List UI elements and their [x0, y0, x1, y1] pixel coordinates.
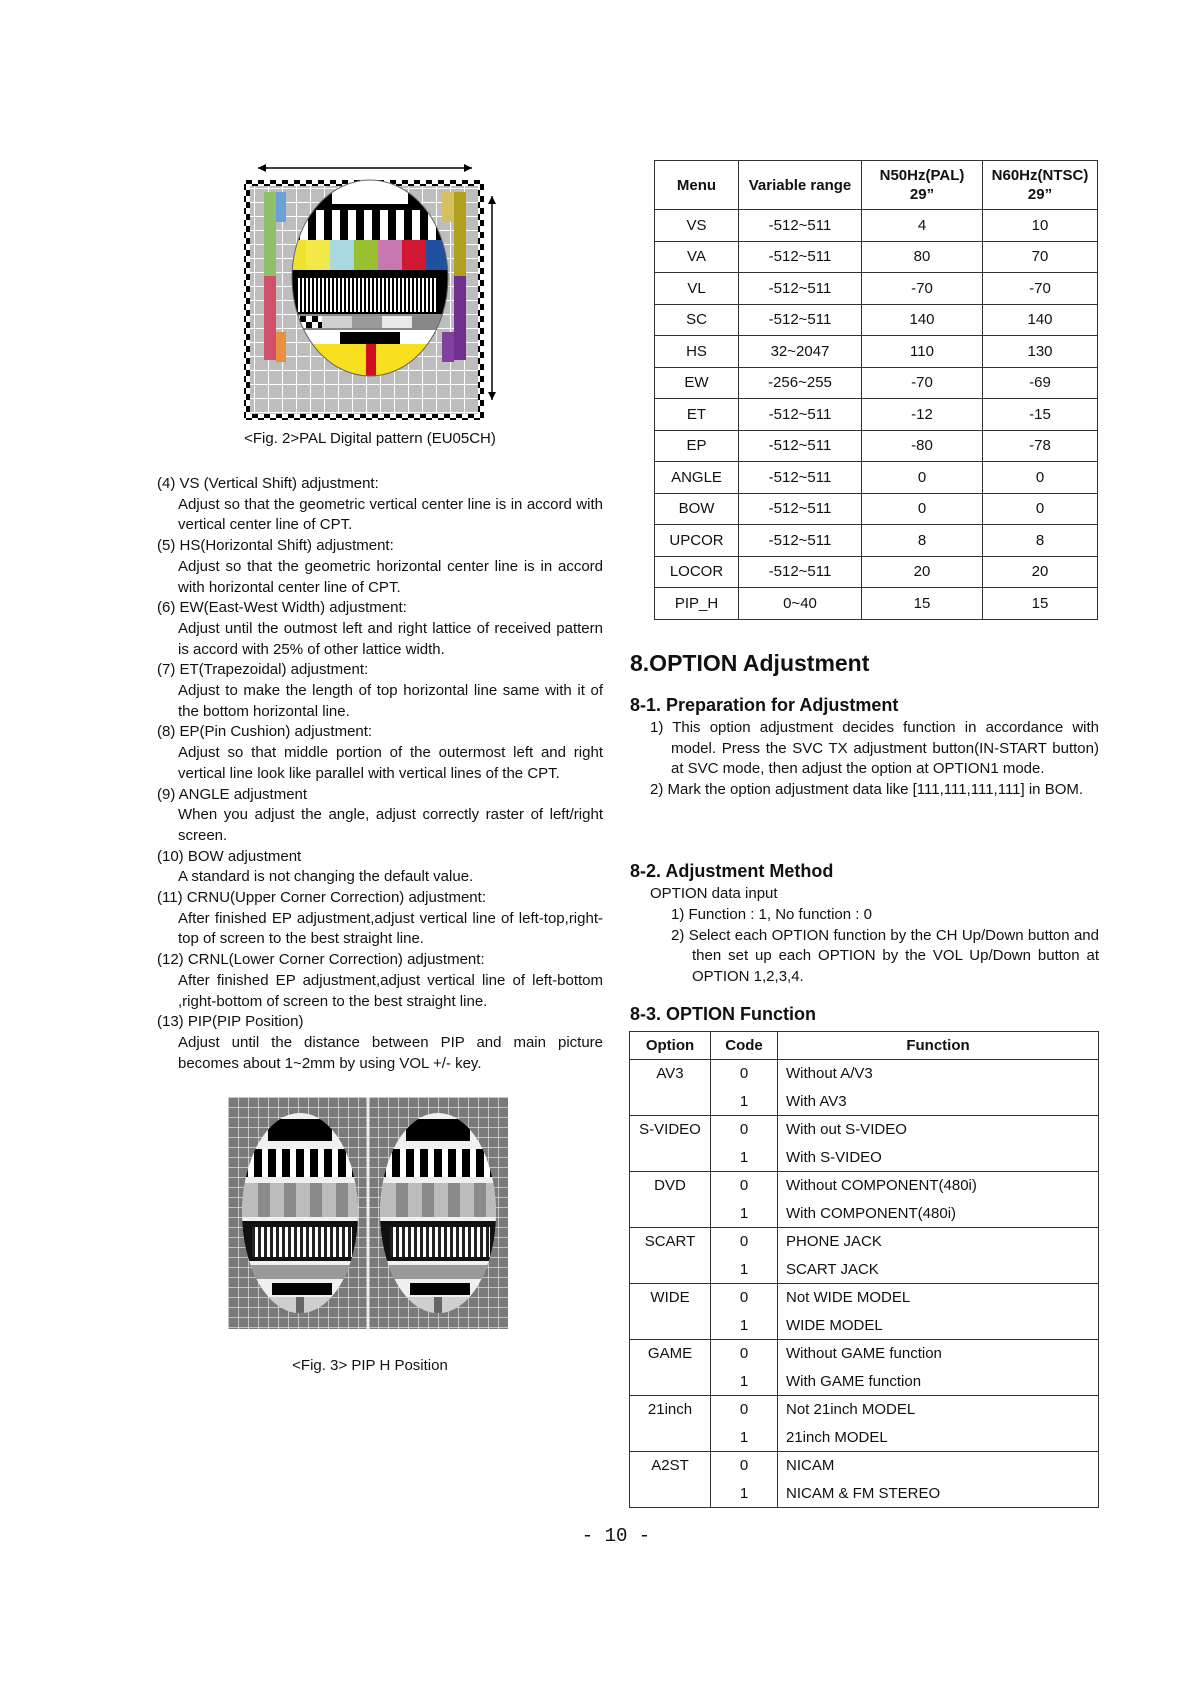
adjustment-table — [654, 160, 1098, 620]
subsection-1-title: 8-1. Preparation for Adjustment — [630, 695, 899, 715]
step-et — [157, 660, 603, 722]
code-cell: 1 — [711, 1480, 778, 1508]
table-cell: 0 — [983, 493, 1098, 525]
fig2-pal-pattern — [240, 160, 500, 425]
step-head: (8) EP(Pin Cushion) adjustment: — [157, 723, 373, 741]
table-cell: -256~255 — [739, 367, 862, 399]
function-cell: SCART JACK — [778, 1256, 1099, 1284]
table-cell: 110 — [862, 336, 983, 368]
code-cell: 1 — [711, 1424, 778, 1452]
col-variable-range: Variable range — [739, 161, 862, 210]
function-cell: Not 21inch MODEL — [778, 1396, 1099, 1424]
step-head: (11) CRNU(Upper Corner Correction) adjustment: — [157, 889, 486, 907]
table-row — [655, 493, 1098, 525]
function-cell: 21inch MODEL — [778, 1424, 1099, 1452]
table-cell: -512~511 — [739, 493, 862, 525]
list-item: 1) Function : 1, No function : 0 — [671, 906, 872, 923]
table-cell: -512~511 — [739, 241, 862, 273]
option-function-table — [629, 1031, 1099, 1508]
table-cell: -512~511 — [739, 273, 862, 305]
code-cell: 0 — [711, 1284, 778, 1312]
table-cell: PIP_H — [655, 588, 739, 620]
table-cell: -70 — [983, 273, 1098, 305]
table-cell: -512~511 — [739, 556, 862, 588]
table-cell: ET — [655, 399, 739, 431]
step-body: Adjust to make the length of top horizontal line same with it of the bottom horizontal line. — [178, 682, 603, 720]
table-cell: -512~511 — [739, 430, 862, 462]
table-cell: 15 — [862, 588, 983, 620]
section-title: 8.OPTION Adjustment — [630, 650, 870, 676]
subsection-2-intro: OPTION data input — [650, 885, 778, 902]
step-body: After finished EP adjustment,adjust vertical line of left-bottom ,right-bottom of screen to the best straight line. — [178, 971, 603, 1010]
table-cell: 4 — [862, 210, 983, 242]
table-row — [630, 1368, 1099, 1396]
function-cell: NICAM — [778, 1452, 1099, 1480]
function-cell: WIDE MODEL — [778, 1312, 1099, 1340]
step-body: Adjust so that the geometric horizontal center line is in accord with horizontal center line of CPT. — [178, 557, 603, 596]
table-cell: -70 — [862, 273, 983, 305]
step-body: When you adjust the angle, adjust correctly raster of left/right screen. — [178, 806, 603, 844]
table-cell: 140 — [862, 304, 983, 336]
code-cell: 0 — [711, 1060, 778, 1088]
table-cell: 70 — [983, 241, 1098, 273]
table-cell: -78 — [983, 430, 1098, 462]
function-cell: With S-VIDEO — [778, 1144, 1099, 1172]
subsection-2-title: 8-2. Adjustment Method — [630, 861, 834, 881]
table-row — [630, 1116, 1099, 1144]
table-row — [655, 336, 1098, 368]
table-cell: -512~511 — [739, 304, 862, 336]
step-head: (7) ET(Trapezoidal) adjustment: — [157, 661, 369, 679]
step-bow — [157, 847, 603, 888]
table-row — [630, 1172, 1099, 1200]
col-function: Function — [778, 1032, 1099, 1060]
subsection-1-body — [650, 718, 1099, 801]
table-row — [655, 399, 1098, 431]
table-cell: 8 — [983, 525, 1098, 557]
option-name-cell: S-VIDEO — [630, 1116, 711, 1144]
code-cell: 0 — [711, 1228, 778, 1256]
table-row — [630, 1452, 1099, 1480]
fig2-caption: <Fig. 2>PAL Digital pattern (EU05CH) — [244, 430, 496, 447]
step-head: (4) VS (Vertical Shift) adjustment: — [157, 475, 379, 492]
table-cell: -512~511 — [739, 462, 862, 494]
option-name-cell: AV3 — [630, 1060, 711, 1088]
table-cell: 0 — [862, 462, 983, 494]
code-cell: 0 — [711, 1340, 778, 1368]
table-cell: 32~2047 — [739, 336, 862, 368]
option-name-cell — [630, 1088, 711, 1116]
table-row — [655, 556, 1098, 588]
option-name-cell: SCART — [630, 1228, 711, 1256]
code-cell: 0 — [711, 1116, 778, 1144]
table-cell: -70 — [862, 367, 983, 399]
table-cell: 10 — [983, 210, 1098, 242]
table-row — [655, 525, 1098, 557]
table-cell: 8 — [862, 525, 983, 557]
table-header-row — [630, 1032, 1099, 1060]
step-crnl — [157, 950, 603, 1012]
code-cell: 1 — [711, 1144, 778, 1172]
table-row — [655, 241, 1098, 273]
function-cell: With GAME function — [778, 1368, 1099, 1396]
code-cell: 1 — [711, 1200, 778, 1228]
option-name-cell: WIDE — [630, 1284, 711, 1312]
step-head: (5) HS(Horizontal Shift) adjustment: — [157, 537, 394, 555]
table-cell: LOCOR — [655, 556, 739, 588]
table-cell: VS — [655, 210, 739, 242]
code-cell: 1 — [711, 1256, 778, 1284]
function-cell: NICAM & FM STEREO — [778, 1480, 1099, 1508]
function-cell: With AV3 — [778, 1088, 1099, 1116]
table-row — [630, 1256, 1099, 1284]
function-cell: With COMPONENT(480i) — [778, 1200, 1099, 1228]
table-row — [630, 1396, 1099, 1424]
option-name-cell — [630, 1200, 711, 1228]
step-ew — [157, 598, 603, 660]
option-name-cell — [630, 1480, 711, 1508]
table-cell: -80 — [862, 430, 983, 462]
option-name-cell — [630, 1144, 711, 1172]
table-cell: -12 — [862, 399, 983, 431]
table-cell: -512~511 — [739, 525, 862, 557]
function-cell: Without A/V3 — [778, 1060, 1099, 1088]
subsection-3-title: 8-3. OPTION Function — [630, 1004, 817, 1024]
table-cell: ANGLE — [655, 462, 739, 494]
option-name-cell: 21inch — [630, 1396, 711, 1424]
option-name-cell — [630, 1368, 711, 1396]
table-row — [655, 367, 1098, 399]
function-cell: Not WIDE MODEL — [778, 1284, 1099, 1312]
step-body: Adjust so that the geometric vertical center line is in accord with vertical center line of CPT. — [178, 495, 603, 534]
col-code: Code — [711, 1032, 778, 1060]
table-row — [630, 1060, 1099, 1088]
table-cell: VA — [655, 241, 739, 273]
step-head: (12) CRNL(Lower Corner Correction) adjustment: — [157, 951, 485, 969]
list-item: 2) Mark the option adjustment data like [111,111,111,111] in BOM. — [650, 781, 1084, 799]
function-cell: Without COMPONENT(480i) — [778, 1172, 1099, 1200]
table-cell: 0 — [862, 493, 983, 525]
adjustment-steps — [157, 474, 603, 1074]
list-item: 2) Select each OPTION function by the CH Up/Down button and then set up each OPTION by the VOL Up/Down button at OPTION 1,2,3,4. — [671, 926, 1099, 986]
table-row — [630, 1424, 1099, 1452]
step-hs — [157, 536, 603, 598]
table-cell: -15 — [983, 399, 1098, 431]
table-row — [655, 273, 1098, 305]
function-cell: Without GAME function — [778, 1340, 1099, 1368]
table-cell: EW — [655, 367, 739, 399]
table-cell: 130 — [983, 336, 1098, 368]
code-cell: 1 — [711, 1368, 778, 1396]
table-header-row — [655, 161, 1098, 210]
table-row — [655, 588, 1098, 620]
list-item: 1) This option adjustment decides function in accordance with model. Press the SVC TX adjustment button(IN-START button) at SVC mode, then adjust the option at OPTION1 mode. — [650, 719, 1099, 778]
table-cell: UPCOR — [655, 525, 739, 557]
col-option: Option — [630, 1032, 711, 1060]
step-body: Adjust until the outmost left and right lattice of received pattern is accord with 25% of other lattice width. — [178, 619, 603, 658]
table-cell: 0~40 — [739, 588, 862, 620]
code-cell: 0 — [711, 1172, 778, 1200]
table-row — [630, 1200, 1099, 1228]
step-crnu — [157, 888, 603, 950]
step-angle — [157, 785, 603, 847]
step-head: (6) EW(East-West Width) adjustment: — [157, 599, 407, 617]
code-cell: 1 — [711, 1312, 778, 1340]
subsection-2-body — [671, 905, 1099, 988]
table-cell: 20 — [862, 556, 983, 588]
table-cell: 0 — [983, 462, 1098, 494]
table-row — [630, 1312, 1099, 1340]
table-cell: HS — [655, 336, 739, 368]
table-cell: VL — [655, 273, 739, 305]
adjustment-table-wrap — [654, 160, 1098, 620]
table-cell: 20 — [983, 556, 1098, 588]
table-row — [630, 1340, 1099, 1368]
step-body: Adjust until the distance between PIP and main picture becomes about 1~2mm by using VOL +/- key. — [178, 1033, 603, 1072]
code-cell: 0 — [711, 1452, 778, 1480]
table-cell: -69 — [983, 367, 1098, 399]
table-row — [655, 210, 1098, 242]
step-head: (13) PIP(PIP Position) — [157, 1013, 304, 1031]
table-cell: 140 — [983, 304, 1098, 336]
option-name-cell: A2ST — [630, 1452, 711, 1480]
table-cell: 15 — [983, 588, 1098, 620]
option-name-cell — [630, 1424, 711, 1452]
code-cell: 1 — [711, 1088, 778, 1116]
table-cell: SC — [655, 304, 739, 336]
function-cell: PHONE JACK — [778, 1228, 1099, 1256]
col-menu: Menu — [655, 161, 739, 210]
table-row — [630, 1144, 1099, 1172]
page-number: - 10 - — [581, 1525, 651, 1547]
fig3-pip-pattern — [228, 1097, 508, 1329]
function-cell: With out S-VIDEO — [778, 1116, 1099, 1144]
option-table-body — [630, 1060, 1099, 1508]
step-body: A standard is not changing the default value. — [178, 868, 474, 886]
table-cell: 80 — [862, 241, 983, 273]
option-name-cell: GAME — [630, 1340, 711, 1368]
step-ep — [157, 722, 603, 784]
table-row — [655, 462, 1098, 494]
step-head: (10) BOW adjustment — [157, 847, 302, 865]
fig3-caption: <Fig. 3> PIP H Position — [292, 1357, 448, 1374]
table-cell: -512~511 — [739, 399, 862, 431]
code-cell: 0 — [711, 1396, 778, 1424]
adjustment-table-body — [655, 210, 1098, 620]
step-vs — [157, 474, 603, 536]
table-row — [630, 1480, 1099, 1508]
step-pip — [157, 1012, 603, 1074]
table-row — [630, 1284, 1099, 1312]
table-row — [655, 430, 1098, 462]
table-cell: -512~511 — [739, 210, 862, 242]
option-name-cell — [630, 1256, 711, 1284]
option-table-wrap — [629, 1031, 1099, 1508]
step-body: After finished EP adjustment,adjust vertical line of left-top,right-top of screen to the best straight line. — [178, 909, 603, 948]
table-row — [630, 1228, 1099, 1256]
col-pal: N50Hz(PAL) 29” — [862, 161, 983, 210]
step-head: (9) ANGLE adjustment — [157, 785, 308, 803]
step-body: Adjust so that middle portion of the outermost left and right vertical line look like parallel with vertical lines of the CPT. — [178, 744, 603, 782]
option-name-cell — [630, 1312, 711, 1340]
table-row — [655, 304, 1098, 336]
table-row — [630, 1088, 1099, 1116]
option-name-cell: DVD — [630, 1172, 711, 1200]
col-ntsc: N60Hz(NTSC) 29” — [983, 161, 1098, 210]
table-cell: EP — [655, 430, 739, 462]
table-cell: BOW — [655, 493, 739, 525]
